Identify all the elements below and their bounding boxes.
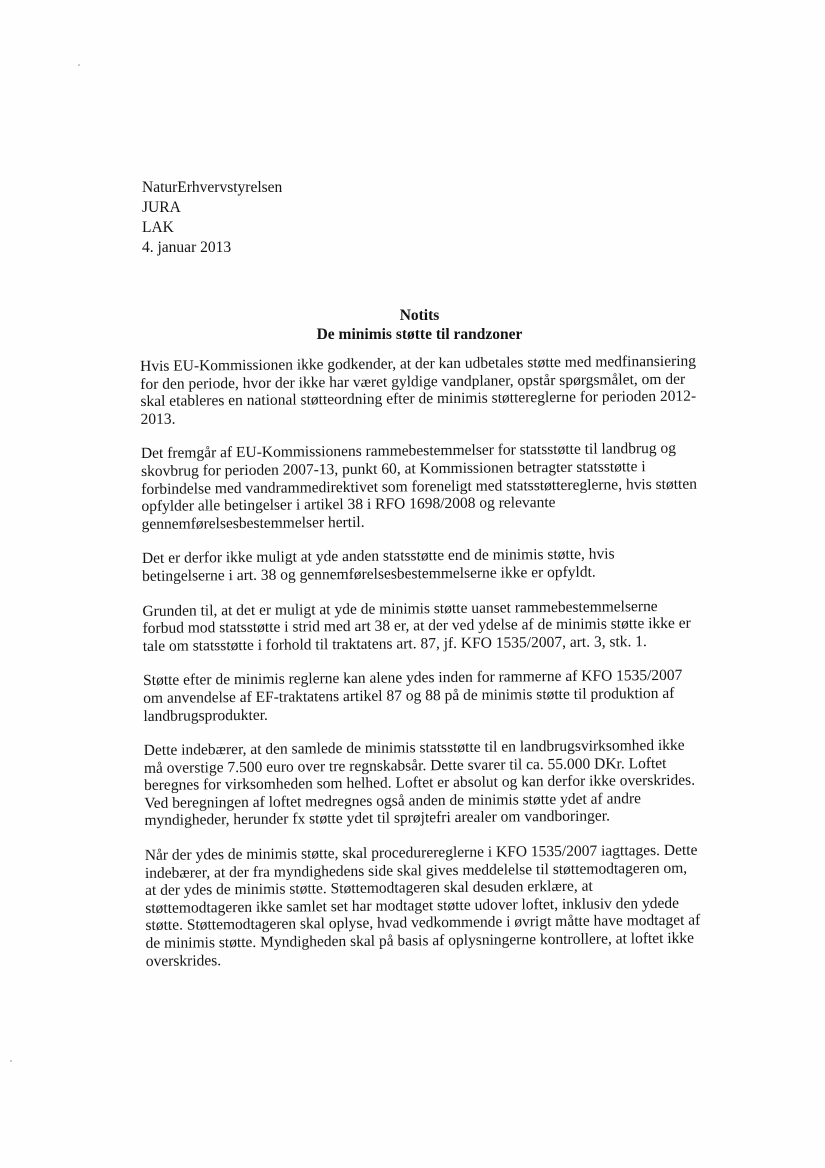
document-heading: De minimis støtte til randzoner — [316, 326, 523, 343]
body-paragraph: Det er derfor ikke muligt at yde anden statsstøtte end de minimis støtte, hvis betingelserne i art. 38 og gennemførelsesbestemmelserne ikke er opfyldt. — [141, 545, 615, 585]
department-name: JURA — [142, 199, 181, 216]
author-initials: LAK — [142, 219, 174, 236]
document-body — [140, 353, 702, 988]
scan-speck — [78, 64, 80, 66]
document-date: 4. januar 2013 — [142, 239, 232, 256]
body-paragraph: Det fremgår af EU-Kommissionens rammebestemmelser for statsstøtte til landbrug og skovbrug for perioden 2007-13, punkt 60, at Kommissionen betragter statsstøtte i forbindelse med vandrammedirektivet som foreneligt med statsstøttereglerne, hvis støtten opfylder alle betingelser i artikel 38 i RFO 1698/2008 og relevante gennemførelsesbestemmelser hertil. — [140, 440, 698, 533]
body-paragraph: Støtte efter de minimis reglerne kan alene ydes inden for rammerne af KFO 1535/2007 om anvendelse af EF-traktatens artikel 87 og 88 på de minimis støtte til produktion af landbrugsprodukter. — [143, 667, 683, 725]
body-paragraph: Hvis EU-Kommissionen ikke godkender, at der kan udbetales støtte med medfinansiering for den periode, hvor der ikke har været gyldige vandplaner, opstår spørgsmålet, om der skal etableres en national støtteordning efter de minimis støttereglerne for perioden 2012-2013. — [140, 352, 697, 428]
letter-header — [142, 178, 282, 258]
organization-name: NaturErhvervstyrelsen — [142, 179, 283, 196]
body-paragraph: Grunden til, at det er muligt at yde de minimis støtte uanset rammebestemmelserne forbud mod statsstøtte i strid med art 38 er, at der ved ydelse af de minimis støtte ikke er tale om statsstøtte i forhold til traktatens art. 87, jf. KFO 1535/2007, art. 3, stk. 1. — [142, 597, 691, 655]
document-title-block — [142, 306, 697, 344]
body-paragraph: Dette indebærer, at den samlede de minimis statsstøtte til en landbrugsvirksomhed ikke må overstige 7.500 euro over tre regnskabsår. Dette svarer til ca. 55.000 DKr. Loftet beregnes for virksomheden som helhed. Loftet er absolut og kan derfor ikke overskrides. Ved beregningen af loftet medregnes også anden de minimis støtte ydet af andre myndigheder, herunder fx støtte ydet til sprøjtefri arealer om vandboringer. — [143, 736, 696, 830]
body-paragraph: Når der ydes de minimis støtte, skal procedurereglerne i KFO 1535/2007 iagttages. Dette indebærer, at der fra myndighedens side skal gives meddelelse til støttemodtageren om, at der ydes de minimis støtte. Støttemodtageren skal desuden erklære, at støttemodtageren ikke samlet set har modtaget støtte udover loftet, inklusiv den ydede støtte. Støttemodtageren skal oplyse, hvad vedkommende i øvrigt måtte have modtaget af de minimis støtte. Myndigheden skal på basis af oplysningerne kontrollere, at loftet ikke overskrides. — [144, 841, 701, 970]
scan-speck — [10, 1060, 12, 1062]
document-kind: Notits — [399, 307, 440, 324]
